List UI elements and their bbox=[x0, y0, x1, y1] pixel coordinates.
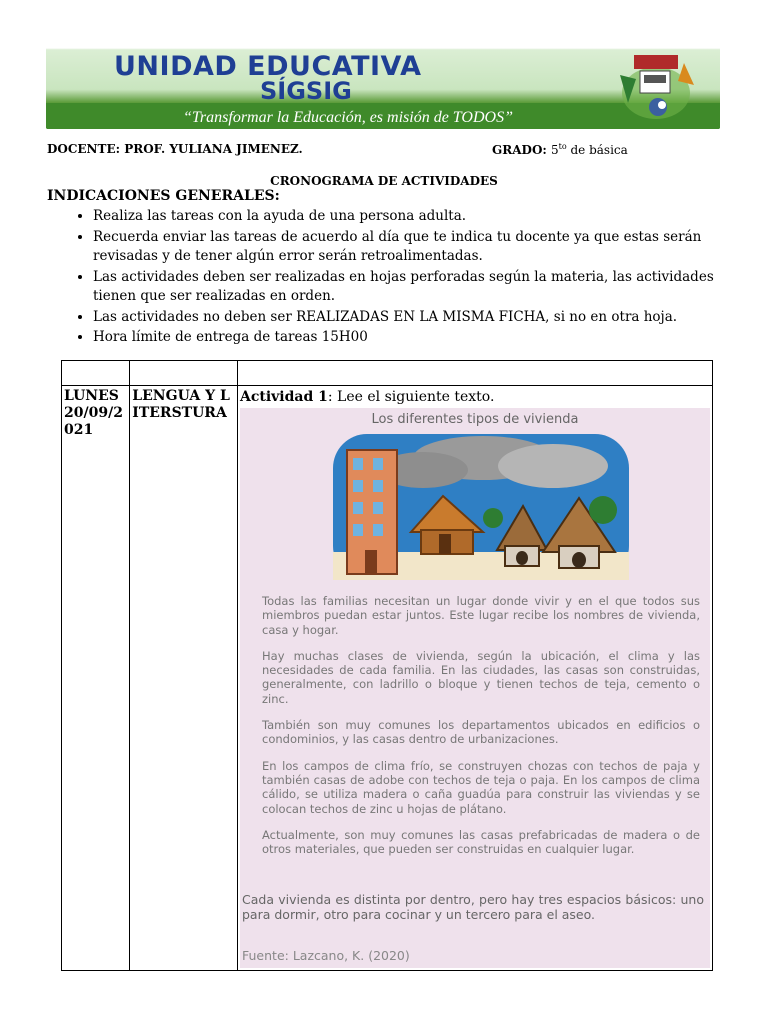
instruction-item: • Las actividades deben ser realizadas en hojas perforadas según la materia, las actividades tienen que ser realizadas en orden. bbox=[93, 268, 733, 307]
activity-heading: Actividad 1: Lee el siguiente texto. bbox=[240, 389, 495, 405]
teacher-name: DOCENTE: PROF. YULIANA JIMENEZ. bbox=[47, 142, 303, 156]
reading-card bbox=[240, 408, 710, 968]
instructions-list bbox=[61, 207, 733, 349]
reading-paragraph: Actualmente, son muy comunes las casas prefabricadas de madera o de otros materiales, que pueden ser construidas en cualquier lugar. bbox=[262, 827, 700, 857]
reading-title: Los diferentes tipos de vivienda bbox=[371, 412, 579, 427]
reading-paragraph: También son muy comunes los departamentos ubicados en edificios o condominios, y las casas dentro de urbanizaciones. bbox=[262, 718, 700, 747]
grade-label: GRADO: bbox=[492, 143, 547, 157]
reading-closing-paragraph: Cada vivienda es distinta por dentro, pero hay tres espacios básicos: uno para dormir, otro para cocinar y un tercero para el aseo. bbox=[242, 892, 704, 922]
school-banner bbox=[46, 41, 720, 129]
schedule-title: CRONOGRAMA DE ACTIVIDADES bbox=[270, 174, 498, 188]
school-crest-logo bbox=[606, 45, 714, 125]
general-instructions-title: INDICACIONES GENERALES: bbox=[47, 188, 280, 204]
reading-source: Fuente: Lazcano, K. (2020) bbox=[242, 948, 410, 963]
subject-cell: LENGUA Y LITERSTURA bbox=[130, 386, 238, 971]
school-name-line1: UNIDAD EDUCATIVA bbox=[114, 51, 422, 82]
reading-paragraph: Hay muchas clases de vivienda, según la ubicación, el clima y las necesidades de cada familia. En las ciudades, las casas son construidas, generalmente, con ladrillo o bloque y tienen techos de teja, cemento o zinc. bbox=[262, 648, 700, 706]
instruction-item: • Recuerda enviar las tareas de acuerdo al día que te indica tu docente ya que estas serán revisadas y de tener algún error serán retroalimentadas. bbox=[93, 228, 733, 267]
instruction-item: • Realiza las tareas con la ayuda de una persona adulta. bbox=[93, 207, 733, 227]
grade-info bbox=[492, 142, 628, 157]
housing-illustration bbox=[333, 434, 629, 580]
school-motto: “Transformar la Educación, es misión de TODOS” bbox=[183, 109, 513, 126]
activity-cell bbox=[238, 386, 713, 971]
table-row bbox=[62, 386, 713, 971]
reading-body bbox=[262, 594, 700, 868]
reading-paragraph: En los campos de clima frío, se construyen chozas con techos de paja y también casas de adobe con techos de teja o paja. En los campos de clima cálido, se utiliza madera o caña guadúa para construir las viviendas y se colocan techos de zinc u hojas de plátano. bbox=[262, 758, 700, 816]
grade-value: $5^{to}$ de básica bbox=[551, 142, 628, 157]
schedule-table bbox=[61, 360, 713, 971]
day-cell: LUNES 20/09/2021 bbox=[62, 386, 130, 971]
instruction-item: • Las actividades no deben ser REALIZADAS EN LA MISMA FICHA, si no en otra hoja. bbox=[93, 308, 733, 328]
instruction-item: • Hora límite de entrega de tareas 15H00 bbox=[93, 328, 733, 348]
reading-paragraph: Todas las familias necesitan un lugar donde vivir y en el que todos sus miembros puedan estar juntos. Este lugar recibe los nombres de vivienda, casa y hogar. bbox=[262, 594, 700, 637]
table-header-row bbox=[62, 361, 713, 386]
school-name-line2: SÍGSIG bbox=[260, 77, 352, 105]
